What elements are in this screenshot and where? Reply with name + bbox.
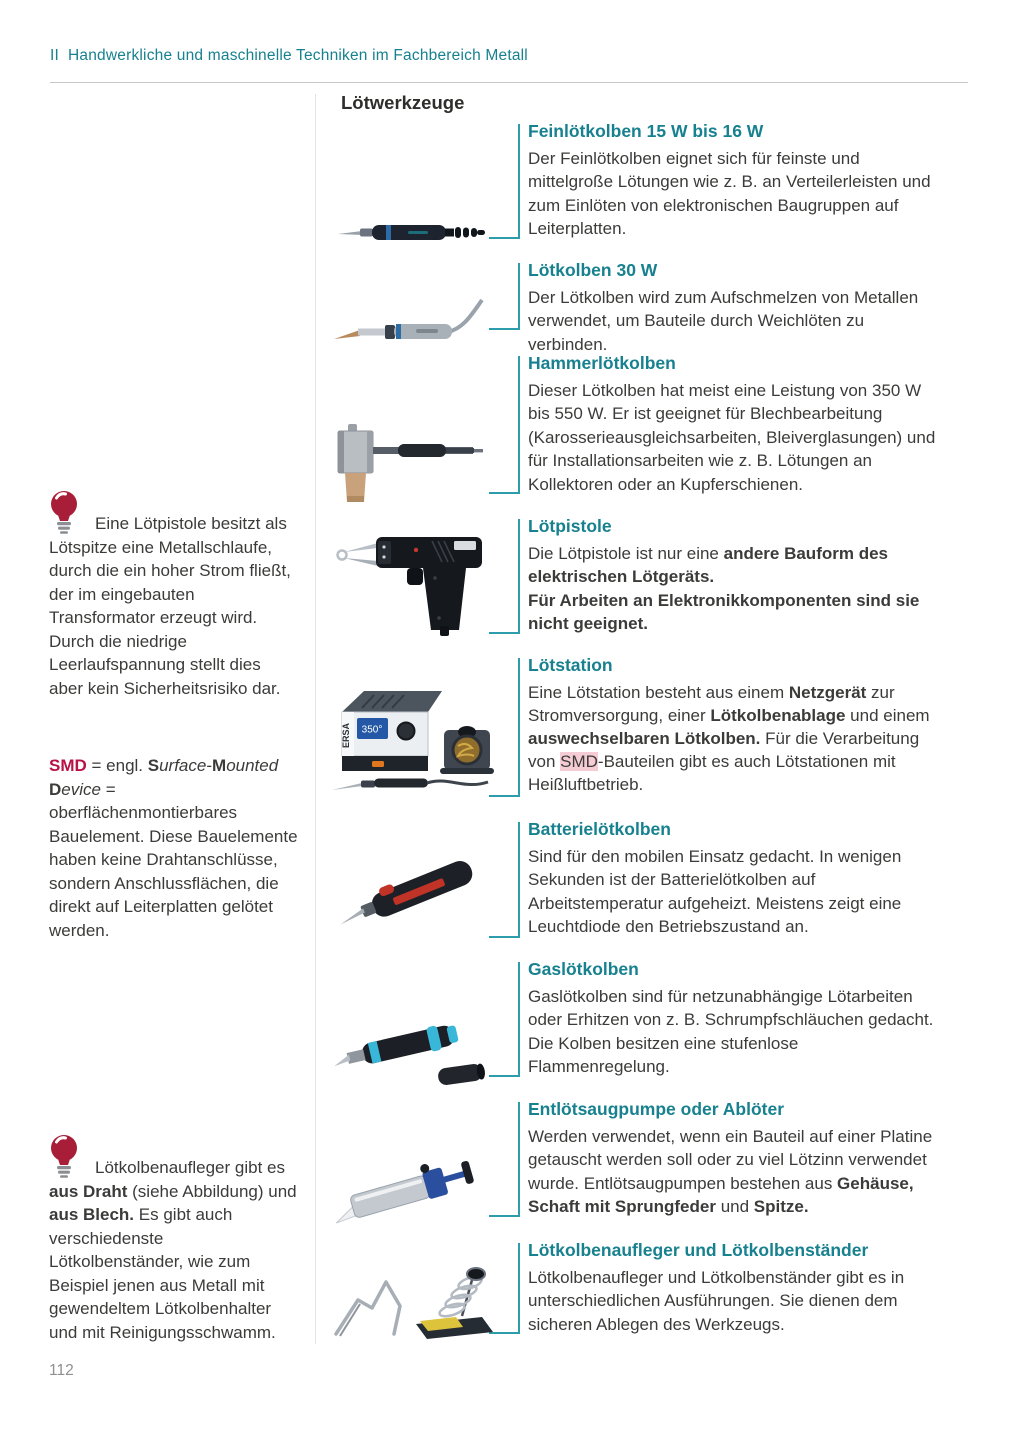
loetkolben-30w-photo: [332, 294, 484, 350]
section-body: Gaslötkolben sind für netzunabhängige Lötarbeiten oder Erhitzen von z. B. Schrumpfschläuchen gedacht. Die Kolben besitzen eine stufenlose Flammenregelung.: [528, 987, 934, 1077]
loetstation-photo: [328, 682, 496, 802]
lightbulb-icon: [49, 1134, 83, 1158]
section-heading: Lötkolbenaufleger und Lötkolbenständer: [528, 1240, 869, 1260]
station-display-value: 350°: [361, 724, 383, 736]
station-brand-label: ERSA: [341, 722, 351, 748]
entloetsaugpumpe-photo: [328, 1150, 488, 1230]
section-heading: Hammerlötkolben: [528, 353, 676, 373]
section-heading: Lötpistole: [528, 516, 612, 536]
gasloetkolben-photo: [330, 1004, 492, 1090]
connector-line: [489, 124, 520, 239]
section-body: Die Lötpistole ist nur eine andere Bauform des elektrischen Lötgeräts. Für Arbeiten an Elektronikkomponenten sind sie nicht geeignet.: [528, 544, 920, 634]
section-heading: Gaslötkolben: [528, 959, 639, 979]
lightbulb-icon: [49, 490, 83, 514]
tip-text: Lötkolbenaufleger gibt es aus Draht (siehe Abbildung) und aus Blech. Es gibt auch verschiedenste Lötkolbenständer, wie zum Beispiel jenen aus Metall mit gewendeltem Lötkolbenhalter und mit Reinigungsschwamm.: [49, 1158, 297, 1342]
page-number: 112: [49, 1362, 74, 1379]
feinloetkolben-photo: [336, 212, 486, 256]
smd-text: SMD = engl. Surface-Mounted Device = oberflächenmontierbares Bauelement. Diese Bauelemente haben keine Drahtanschlüsse, sondern Anschlussflächen, die direkt auf Leiterplatten gelötet werden.: [49, 756, 298, 940]
section-heading: Lötstation: [528, 655, 613, 675]
section-heading: Entlötsaugpumpe oder Ablöter: [528, 1099, 785, 1119]
section-body: Lötkolbenaufleger und Lötkolbenständer gibt es in unterschiedlichen Ausführungen. Sie dienen dem sicheren Ablegen des Werkzeugs.: [528, 1268, 905, 1334]
page-title: Lötwerkzeuge: [341, 92, 465, 113]
tip-box-aufleger: [49, 1156, 299, 1344]
tip-box-loetpistole: [49, 512, 299, 700]
section-body: Der Feinlötkolben eignet sich für feinste und mittelgroße Lötungen wie z. B. an Verteilerleisten und zum Einlöten von elektronischen Baugruppen auf Leiterplatten.: [528, 149, 931, 239]
connector-line: [489, 519, 520, 634]
connector-line: [489, 356, 520, 494]
section-heading: Batterielötkolben: [528, 819, 671, 839]
section-body: Der Lötkolben wird zum Aufschmelzen von Metallen verwendet, um Bauteile durch Weichlöten zu verbinden.: [528, 288, 919, 354]
header-rule: [50, 82, 968, 83]
section-body: Sind für den mobilen Einsatz gedacht. In wenigen Sekunden ist der Batterielötkolben auf Arbeitstemperatur aufgeheizt. Meistens zeigt eine Leuchtdiode den Betriebszustand an.: [528, 847, 902, 937]
section-body: Dieser Lötkolben hat meist eine Leistung von 350 W bis 550 W. Er ist geeignet für Blechbearbeitung (Karosserieausgleichsarbeiten, Bleiverglasungen) und für Installationsarbeiten wie z. B. Lötungen an Kollektoren oder an Kupferschienen.: [528, 381, 936, 494]
connector-line: [489, 962, 520, 1077]
loetkolbenaufleger-photo: [330, 1244, 494, 1342]
loetpistole-photo: [336, 532, 490, 636]
hammerloetkolben-photo: [334, 416, 486, 506]
batterieloetkolben-photo: [334, 844, 484, 942]
column-divider: [315, 94, 316, 1344]
section-heading: Lötkolben 30 W: [528, 260, 658, 280]
section-body: Werden verwendet, wenn ein Bauteil auf einer Platine getauscht werden soll oder zu viel Lötzinn verwendet wurde. Entlötsaugpumpen bestehen aus Gehäuse, Schaft mit Sprungfeder und Spitze.: [528, 1127, 933, 1217]
smd-definition: [49, 754, 299, 942]
section-body: Eine Lötstation besteht aus einem Netzgerät zur Stromversorgung, einer Lötkolbenablage und einem auswechselbaren Lötkolben. Für die Verarbeitung von SMD-Bauteilen gibt es auch Lötstationen mit Heißluftbetrieb.: [528, 683, 930, 794]
connector-line: [489, 1102, 520, 1217]
connector-line: [489, 263, 520, 330]
running-header: II Handwerkliche und maschinelle Techniken im Fachbereich Metall: [50, 47, 528, 64]
connector-line: [489, 822, 520, 938]
section-heading: Feinlötkolben 15 W bis 16 W: [528, 121, 764, 141]
tip-text: Eine Lötpistole besitzt als Lötspitze eine Metallschlaufe, durch die ein hoher Strom fließt, der im eingebauten Transformator erzeugt wird. Durch die niedrige Leerlaufspannung stellt dies aber kein Sicherheitsrisiko dar.: [49, 514, 291, 698]
